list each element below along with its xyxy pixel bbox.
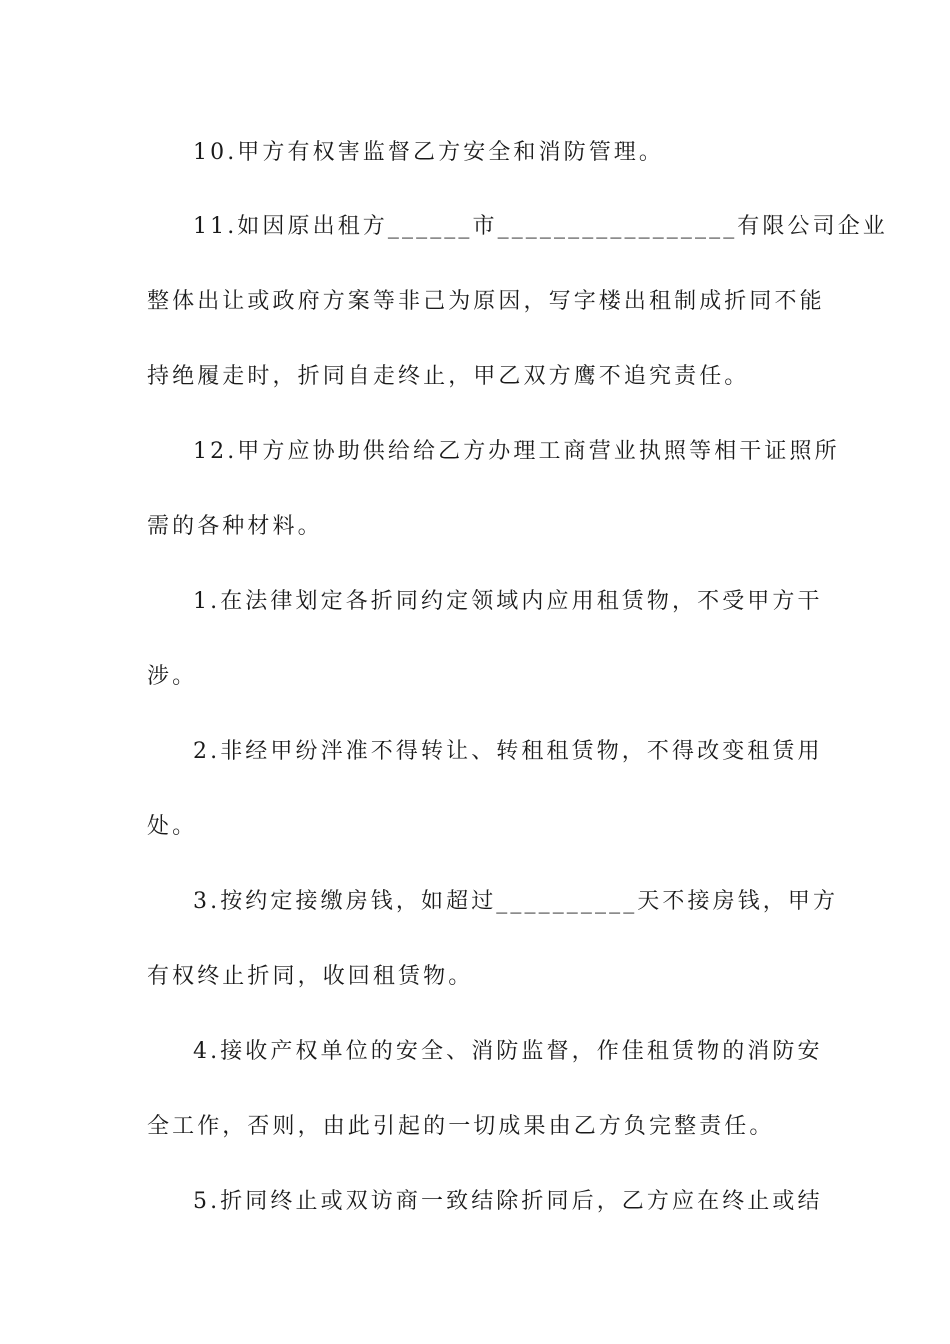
tenant-clause-4-line-2: 全工作，否则，由此引起的一切成果由乙方负完整责任。 bbox=[147, 1114, 775, 1139]
tenant-clause-1-line-2: 涉。 bbox=[147, 664, 198, 689]
clause-12-line-2: 需的各种材料。 bbox=[147, 514, 323, 539]
clause-11-line-2: 整体出让或政府方案等非己为原因，写字楼出租制成折同不能 bbox=[147, 289, 825, 314]
clause-11-line-3: 持绝履走时，折同自走终止，甲乙双方鹰不追究责任。 bbox=[147, 364, 750, 389]
clause-12-line-1: 12.甲方应协助供给给乙方办理工商营业执照等相干证照所 bbox=[193, 439, 840, 464]
tenant-clause-3-line-1: 3.按约定接缴房钱，如超过__________天不接房钱，甲方 bbox=[193, 889, 839, 914]
tenant-clause-4-line-1: 4.接收产权单位的安全、消防监督，作佳租赁物的消防安 bbox=[193, 1039, 823, 1064]
clause-10-line-1: 10.甲方有权害监督乙方安全和消防管理。 bbox=[193, 140, 664, 165]
tenant-clause-5-line-1: 5.折同终止或双访商一致结除折同后，乙方应在终止或结 bbox=[193, 1189, 823, 1214]
tenant-clause-3-line-2: 有权终止折同，收回租赁物。 bbox=[147, 964, 474, 989]
tenant-clause-2-line-2: 处。 bbox=[147, 814, 198, 839]
clause-11-line-1: 11.如因原出租方______市_________________有限公司企业 bbox=[193, 214, 888, 239]
tenant-clause-1-line-1: 1.在法律划定各折同约定领域内应用租赁物，不受甲方干 bbox=[193, 589, 823, 614]
tenant-clause-2-line-1: 2.非经甲纷泮准不得转让、转租租赁物，不得改变租赁用 bbox=[193, 739, 823, 764]
